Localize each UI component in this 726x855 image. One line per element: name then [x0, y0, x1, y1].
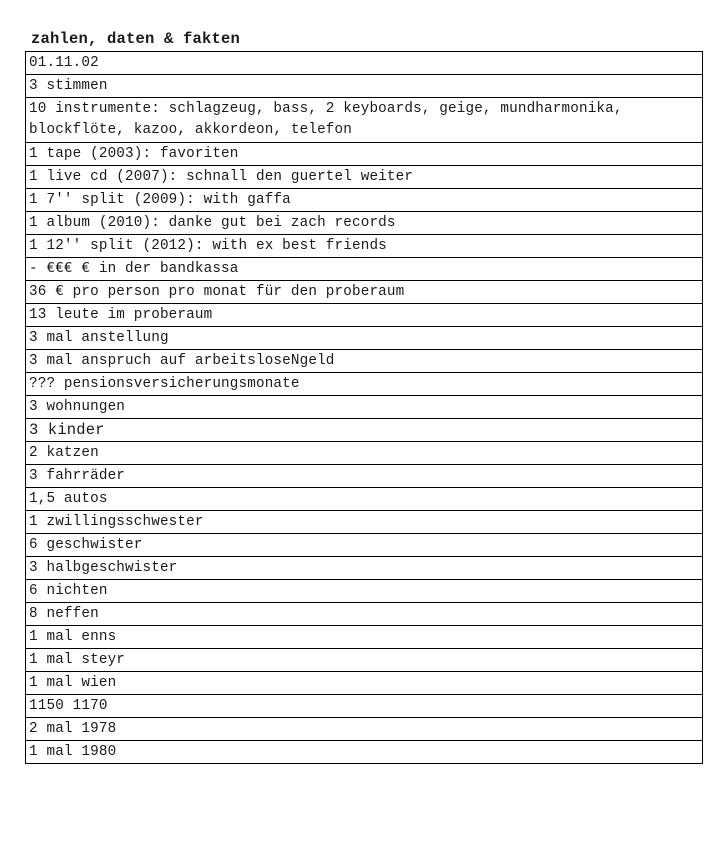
table-cell: 8 neffen: [26, 603, 703, 626]
table-row: [26, 98, 703, 143]
table-row: [26, 580, 703, 603]
table-row: [26, 373, 703, 396]
table-row: [26, 350, 703, 373]
table-row: [26, 649, 703, 672]
table-cell: 01.11.02: [26, 52, 703, 75]
table-cell: 13 leute im proberaum: [26, 304, 703, 327]
table-cell: 3 halbgeschwister: [26, 557, 703, 580]
table-row: [26, 488, 703, 511]
table-cell: 1 mal steyr: [26, 649, 703, 672]
table-row: [26, 695, 703, 718]
table-cell: 1 tape (2003): favoriten: [26, 143, 703, 166]
table-cell: 3 kinder: [26, 419, 703, 442]
table-cell: 1150 1170: [26, 695, 703, 718]
table-cell: 3 stimmen: [26, 75, 703, 98]
table-row: [26, 603, 703, 626]
table-row: [26, 75, 703, 98]
table-row: [26, 672, 703, 695]
table-cell: 6 geschwister: [26, 534, 703, 557]
table-row: [26, 327, 703, 350]
table-cell: 1 zwillingsschwester: [26, 511, 703, 534]
table-row: [26, 419, 703, 442]
table-row: [26, 511, 703, 534]
table-cell: 1 mal wien: [26, 672, 703, 695]
table-cell: 3 mal anspruch auf arbeitsloseNgeld: [26, 350, 703, 373]
table-cell: 1 mal 1980: [26, 741, 703, 764]
table-cell: 3 wohnungen: [26, 396, 703, 419]
table-cell: 1 12'' split (2012): with ex best friends: [26, 235, 703, 258]
table-row: [26, 281, 703, 304]
table-row: [26, 741, 703, 764]
table-cell: 3 fahrräder: [26, 465, 703, 488]
table-row: [26, 258, 703, 281]
table-cell: 1 7'' split (2009): with gaffa: [26, 189, 703, 212]
table-row: [26, 304, 703, 327]
table-row: [26, 534, 703, 557]
table-cell: 10 instrumente: schlagzeug, bass, 2 keyboards, geige, mundharmonika, blockflöte, kazoo, akkordeon, telefon: [26, 98, 703, 143]
table-cell: 2 katzen: [26, 442, 703, 465]
table-row: [26, 718, 703, 741]
table-row: [26, 557, 703, 580]
table-cell: 3 mal anstellung: [26, 327, 703, 350]
table-cell: 1 mal enns: [26, 626, 703, 649]
table-cell: 1 album (2010): danke gut bei zach records: [26, 212, 703, 235]
table-cell: - €€€ € in der bandkassa: [26, 258, 703, 281]
table-cell: 1,5 autos: [26, 488, 703, 511]
table-row: [26, 52, 703, 75]
table-row: [26, 235, 703, 258]
table-row: [26, 396, 703, 419]
table-cell: 1 live cd (2007): schnall den guertel weiter: [26, 166, 703, 189]
table-row: [26, 465, 703, 488]
table-row: [26, 143, 703, 166]
document-title: zahlen, daten & fakten: [31, 30, 241, 48]
table-row: [26, 189, 703, 212]
table-cell: 6 nichten: [26, 580, 703, 603]
table-row: [26, 166, 703, 189]
table-row: [26, 212, 703, 235]
table-row: [26, 442, 703, 465]
table-cell: ??? pensionsversicherungsmonate: [26, 373, 703, 396]
table-row: [26, 626, 703, 649]
table-cell: 2 mal 1978: [26, 718, 703, 741]
facts-table-body: [26, 52, 703, 764]
table-cell: 36 € pro person pro monat für den proberaum: [26, 281, 703, 304]
facts-table: [25, 51, 703, 764]
